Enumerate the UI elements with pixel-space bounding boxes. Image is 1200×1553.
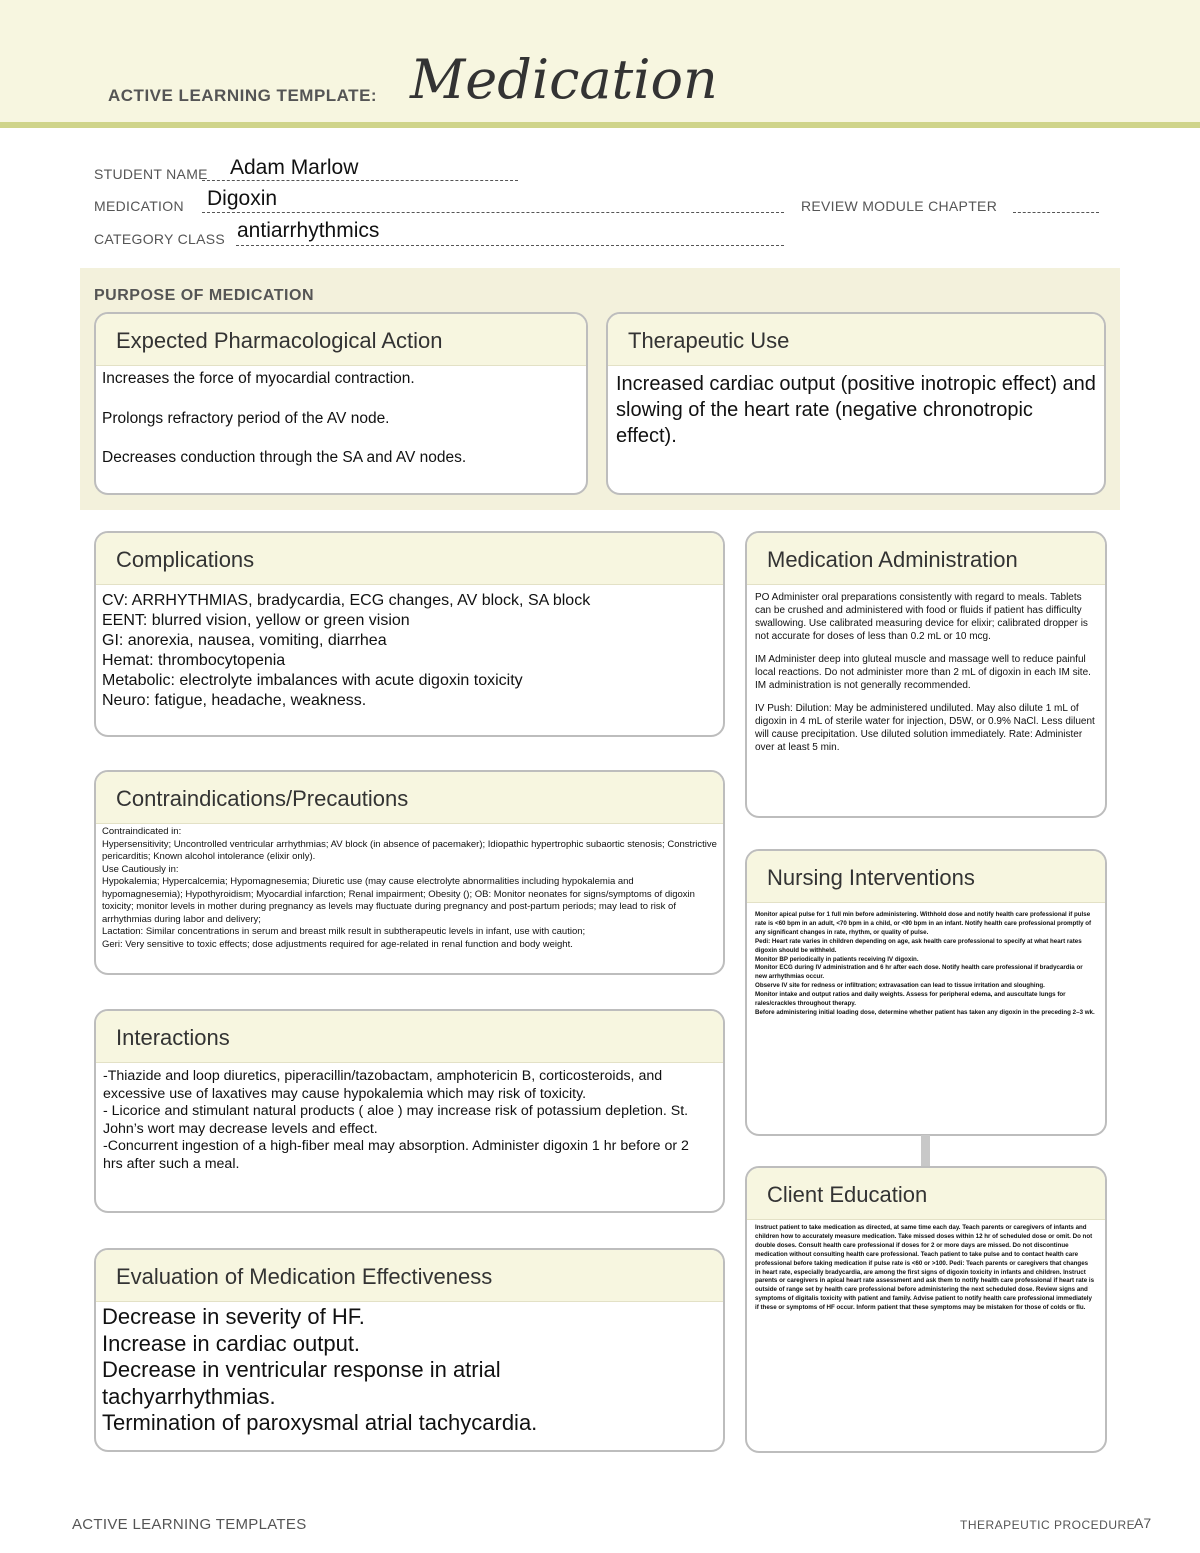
contraindications-box bbox=[94, 770, 725, 975]
administration-box bbox=[745, 531, 1107, 818]
contraindications-body bbox=[96, 824, 723, 951]
review-module-line[interactable] bbox=[1013, 212, 1099, 213]
category-class-value[interactable]: antiarrhythmics bbox=[237, 219, 380, 242]
evaluation-box bbox=[94, 1248, 725, 1452]
medication-value[interactable]: Digoxin bbox=[207, 187, 278, 210]
interaction-line: -Thiazide and loop diuretics, piperacillin/tazobactam, amphotericin B, corticosteroids, and excessive use of laxatives may cause hypokalemia which may risk of toxicity. bbox=[103, 1068, 663, 1102]
nursing-line: Before administering initial loading dose, determine whether patient has taken any digoxin in the preceding 2–3 wk. bbox=[755, 1008, 1095, 1016]
category-class-label: CATEGORY CLASS bbox=[94, 231, 226, 247]
interactions-box bbox=[94, 1009, 725, 1213]
footer-right: THERAPEUTIC PROCEDURE bbox=[960, 1518, 1136, 1532]
therapeutic-use-text: Increased cardiac output (positive inotropic effect) and slowing of the heart rate (negative chronotropic effect). bbox=[616, 373, 1096, 447]
therapeutic-use-title: Therapeutic Use bbox=[608, 314, 1104, 366]
student-name-line bbox=[202, 180, 518, 181]
evaluation-line: Increase in cardiac output. bbox=[102, 1330, 361, 1356]
nursing-line: Monitor apical pulse for 1 full min before administering. Withhold dose and notify health care professional if pulse rate is <60 bpm in an adult, <70 bpm in a child, or <90 bpm in an infant. Notify health care professional promptly of any significant changes in rate, rhythm, or quality of pulse. bbox=[755, 911, 1092, 936]
interactions-title: Interactions bbox=[96, 1011, 723, 1063]
nursing-interventions-body bbox=[747, 903, 1105, 1018]
expected-action-body bbox=[96, 366, 586, 468]
student-name-value[interactable]: Adam Marlow bbox=[230, 156, 359, 179]
template-label: ACTIVE LEARNING TEMPLATE: bbox=[108, 86, 378, 105]
expected-action-title: Expected Pharmacological Action bbox=[96, 314, 586, 366]
nursing-interventions-box bbox=[745, 849, 1107, 1136]
contraindication-line: Geri: Very sensitive to toxic effects; dose adjustments required for age-related in renal function and body weight. bbox=[102, 938, 573, 950]
complications-title: Complications bbox=[96, 533, 723, 585]
interaction-line: - Licorice and stimulant natural products ( aloe ) may increase risk of potassium depletion. St. John’s wort may decrease levels and effect. bbox=[103, 1103, 689, 1137]
contraindication-line: Hypokalemia; Hypercalcemia; Hypomagnesemia; Diuretic use (may cause electrolyte abnormalities including hypokalemia and hypomagnesemia); Hypothyroidism; Myocardial infarction; Renal impairment; Obesity (); OB: Monitor neonates for signs/symptoms of digoxin toxicity; monitor levels in mother during pregnancy as levels may fluctuate during pregnancy and post-partum periods; may lead to risk of arrhythmias during labor and delivery; bbox=[102, 876, 695, 925]
nursing-line: Monitor intake and output ratios and daily weights. Assess for peripheral edema, and auscultate lungs for rales/crackles throughout therapy. bbox=[755, 991, 1066, 1008]
administration-body bbox=[747, 585, 1105, 754]
expected-action-box bbox=[94, 312, 588, 495]
evaluation-body bbox=[96, 1302, 723, 1437]
administration-paragraph: IV Push: Dilution: May be administered undiluted. May also dilute 1 mL of digoxin in 4 mL of sterile water for injection, D5W, or 0.9% NaCl. Less diluent will cause precipitation. Use diluted solution immediately. Rate: Administer over at least 5 min. bbox=[755, 703, 1095, 753]
expected-action-line: Increases the force of myocardial contraction. bbox=[102, 370, 415, 387]
administration-paragraph: IM Administer deep into gluteal muscle and massage well to reduce painful local reactions. Do not administer more than 2 mL of digoxin in each IM site. IM administration is not generally recommended. bbox=[755, 654, 1091, 691]
client-education-title: Client Education bbox=[747, 1168, 1105, 1220]
student-name-label: STUDENT NAME bbox=[94, 166, 208, 182]
client-education-text: Instruct patient to take medication as directed, at same time each day. Teach parents or caregivers of infants and children how to accurately measure medication. Take missed doses within 12 hr of scheduled dose or omit. Do not double doses. Consult health care professional if doses for 2 or more days are missed. Do not discontinue medication without consulting health care professional. Teach patient to take pulse and to contact health care professional before taking medication if pulse rate is <60 or >100. Pedi: Teach parents or caregivers that changes in heart rate, especially bradycardia, are among the first signs of digoxin toxicity in infants and children. Instruct parents or caregivers in apical heart rate assessment and ask them to notify health care professional if heart rate is outside of range set by health care professional before administering the next scheduled dose. Review signs and symptoms of digitalis toxicity with patient and family. Advise patient to notify health care professional immediately if these or symptoms of HF occur. Inform patient that these symptoms may be mistaken for those of colds or flu. bbox=[755, 1224, 1095, 1312]
complication-line: GI: anorexia, nausea, vomiting, diarrhea bbox=[102, 632, 387, 649]
box-connector bbox=[921, 1135, 930, 1167]
contraindication-line: Hypersensitivity; Uncontrolled ventricular arrhythmias; AV block (in absence of pacemaker); Idiopathic hypertrophic subaortic stenosis; Constrictive pericarditis; Known alcohol intolerance (elixir only). bbox=[102, 838, 717, 862]
medication-line bbox=[202, 212, 784, 213]
review-module-label: REVIEW MODULE CHAPTER bbox=[801, 198, 998, 214]
therapeutic-use-box bbox=[606, 312, 1106, 495]
expected-action-line: Prolongs refractory period of the AV node. bbox=[102, 409, 390, 427]
nursing-line: Monitor ECG during IV administration and 6 hr after each dose. Notify health care professional if bradycardia or new arrhythmias occur. bbox=[755, 964, 1083, 981]
administration-title: Medication Administration bbox=[747, 533, 1105, 585]
complication-line: Neuro: fatigue, headache, weakness. bbox=[102, 692, 367, 709]
contraindication-line: Use Cautiously in: bbox=[102, 863, 179, 875]
nursing-line: Pedi: Heart rate varies in children depending on age, ask health care professional to specify at what heart rates digoxin should be withheld. bbox=[755, 937, 1082, 954]
interactions-body bbox=[96, 1063, 723, 1174]
page-number: A7 bbox=[1134, 1515, 1152, 1531]
interaction-line: -Concurrent ingestion of a high-fiber meal may absorption. Administer digoxin 1 hr before or 2 hrs after such a meal. bbox=[103, 1138, 689, 1172]
nursing-interventions-title: Nursing Interventions bbox=[747, 851, 1105, 903]
footer-left: ACTIVE LEARNING TEMPLATES bbox=[72, 1516, 307, 1533]
client-education-box bbox=[745, 1166, 1107, 1453]
evaluation-line: Decrease in severity of HF. bbox=[102, 1304, 365, 1329]
evaluation-line: Termination of paroxysmal atrial tachycardia. bbox=[102, 1410, 538, 1435]
contraindication-line: Lactation: Similar concentrations in serum and breast milk result in subtherapeutic levels in infant, use with caution; bbox=[102, 926, 586, 937]
category-class-line bbox=[236, 245, 784, 246]
nursing-line: Observe IV site for redness or infiltration; extravasation can lead to tissue irritation and sloughing. bbox=[755, 982, 1045, 990]
complication-line: CV: ARRHYTHMIAS, bradycardia, ECG changes, AV block, SA block bbox=[102, 592, 591, 609]
purpose-label: PURPOSE OF MEDICATION bbox=[94, 287, 314, 304]
complications-body bbox=[96, 585, 723, 711]
contraindication-line: Contraindicated in: bbox=[102, 826, 182, 837]
medication-label: MEDICATION bbox=[94, 198, 184, 214]
evaluation-title: Evaluation of Medication Effectiveness bbox=[96, 1250, 723, 1302]
complications-box bbox=[94, 531, 725, 737]
complication-line: Hemat: thrombocytopenia bbox=[102, 652, 286, 669]
complication-line: Metabolic: electrolyte imbalances with acute digoxin toxicity bbox=[102, 672, 523, 689]
administration-paragraph: PO Administer oral preparations consistently with regard to meals. Tablets can be crushed and administered with food or fluids if patient has difficulty swallowing. Use calibrated measuring device for elixir; calibrated dropper is not accurate for doses of less than 0.2 mL or 10 mcg. bbox=[755, 592, 1088, 642]
page-title: Medication bbox=[410, 48, 718, 111]
expected-action-line: Decreases conduction through the SA and AV nodes. bbox=[102, 449, 467, 466]
contraindications-title: Contraindications/Precautions bbox=[96, 772, 723, 824]
evaluation-line: Decrease in ventricular response in atrial tachyarrhythmias. bbox=[102, 1357, 501, 1409]
complication-line: EENT: blurred vision, yellow or green vision bbox=[102, 612, 410, 629]
nursing-line: Monitor BP periodically in patients receiving IV digoxin. bbox=[755, 955, 919, 963]
